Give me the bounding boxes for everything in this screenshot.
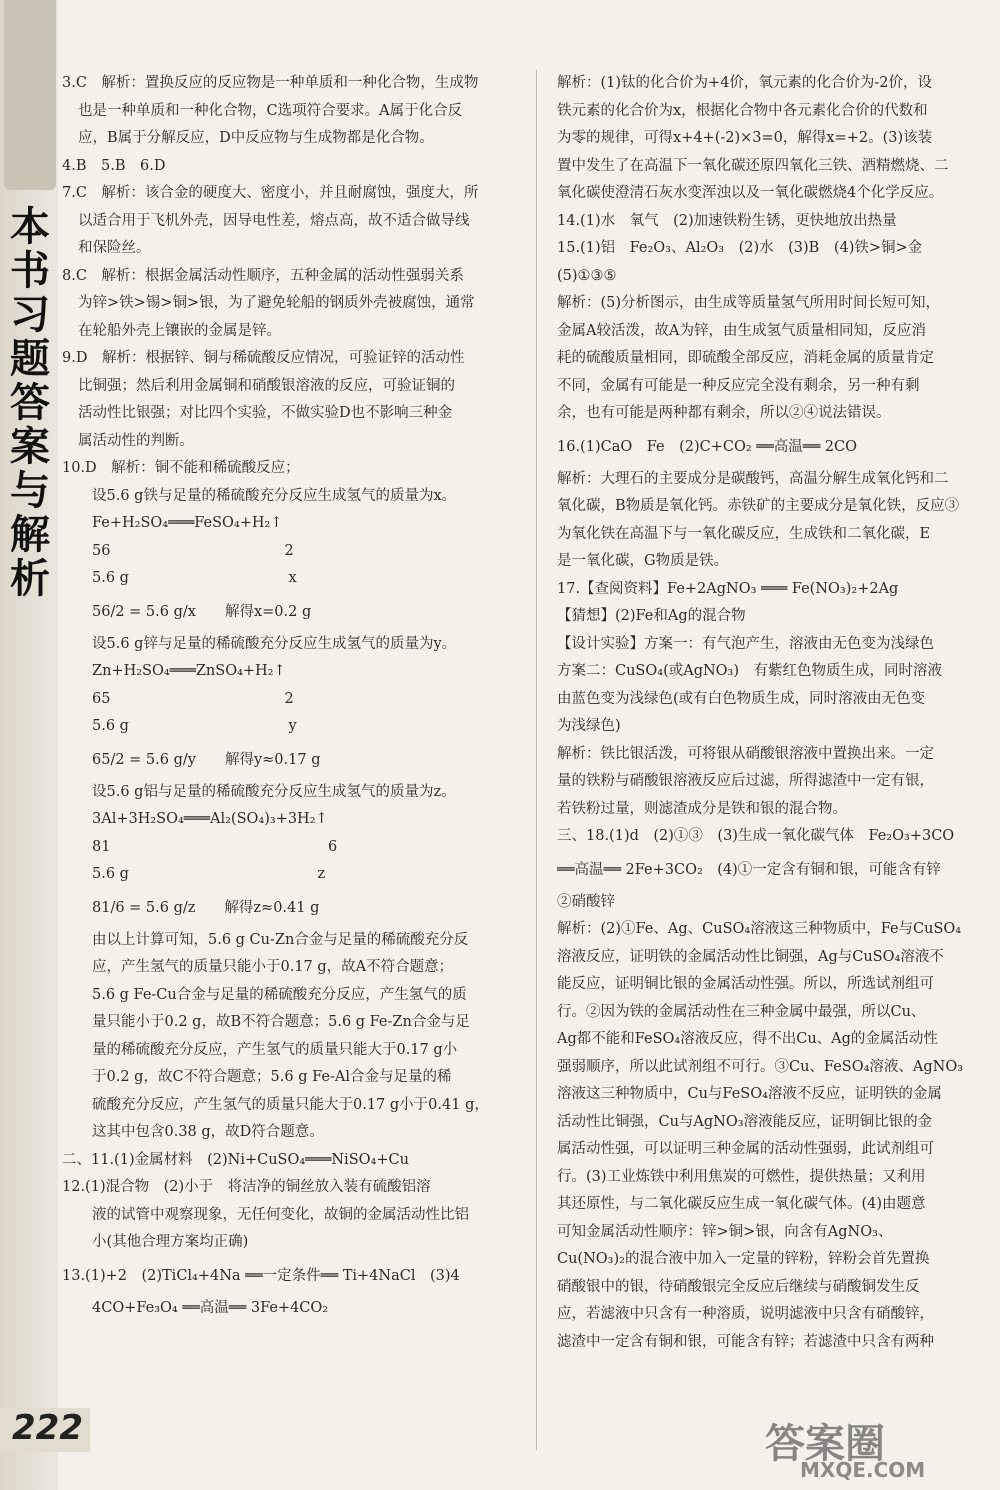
text-line: 若铁粉过量，则滤渣成分是铁和银的混合物。 bbox=[557, 800, 847, 817]
text-line: 方案二：CuSO₄(或AgNO₃) 有紫红色物质生成，同时溶液 bbox=[557, 663, 943, 679]
text-line: 量只能小于0.2 g，故B不符合题意；5.6 g Fe-Zn合金与足 bbox=[92, 1014, 470, 1030]
text-line: 12.(1)混合物 (2)小于 将洁净的铜丝放入装有硫酸铝溶 bbox=[62, 1179, 431, 1195]
text-line: 65 2 bbox=[92, 690, 294, 707]
text-line: Zn+H₂SO₄═══ZnSO₄+H₂↑ bbox=[92, 663, 286, 679]
text-line: 氧化碳，B物质是氧化钙。赤铁矿的主要成分是氧化铁，反应③ bbox=[557, 498, 960, 514]
text-line: 也是一种单质和一种化合物，C选项符合要求。A属于化合反 bbox=[78, 102, 463, 119]
text-line: 【猜想】(2)Fe和Ag的混合物 bbox=[557, 608, 746, 624]
text-line: 81 6 bbox=[92, 838, 338, 855]
text-line: 量的铁粉与硝酸银溶液反应后过滤，所得滤渣中一定有银， bbox=[557, 773, 934, 789]
text-line: 81/6 = 5.6 g/z 解得z≈0.41 g bbox=[92, 899, 320, 916]
text-line: 14.(1)水 氧气 (2)加速铁粉生锈，更快地放出热量 bbox=[557, 212, 897, 229]
text-line: 10.D 解析：铜不能和稀硫酸反应； bbox=[62, 460, 300, 476]
text-line: 56 2 bbox=[92, 542, 294, 559]
text-line: Fe+H₂SO₄═══FeSO₄+H₂↑ bbox=[92, 515, 283, 531]
text-line: 65/2 = 5.6 g/y 解得y≈0.17 g bbox=[92, 751, 321, 768]
text-line: 强弱顺序，所以此试剂组不可行。③Cu、FeSO₄溶液、AgNO₃ bbox=[557, 1058, 964, 1075]
text-line: 氧化碳使澄清石灰水变浑浊以及一氧化碳燃烧4个化学反应。 bbox=[557, 185, 944, 201]
text-line: 15.(1)铝 Fe₂O₃、Al₂O₃ (2)水 (3)B (4)铁>铜>金 bbox=[557, 240, 923, 256]
sidebar bbox=[0, 0, 58, 1490]
text-line: 56/2 = 5.6 g/x 解得x=0.2 g bbox=[92, 603, 312, 620]
text-line: 由蓝色变为浅绿色(或有白色物质生成，同时溶液由无色变 bbox=[557, 690, 926, 707]
text-line: 应，若滤液中只含有一种溶质，说明滤液中只含有硝酸锌， bbox=[557, 1306, 934, 1322]
text-line: 解析：(1)钛的化合价为+4价，氧元素的化合价为-2价，设 bbox=[557, 75, 933, 91]
text-line: 应，产生氢气的质量只能小于0.17 g，故A不符合题意； bbox=[92, 959, 454, 975]
text-line: 小(其他合理方案均正确) bbox=[92, 1234, 249, 1250]
text-line: 4.B 5.B 6.D bbox=[62, 157, 166, 174]
text-line: 解析：大理石的主要成分是碳酸钙，高温分解生成氧化钙和二 bbox=[557, 470, 949, 487]
text-line: 5.6 g y bbox=[92, 718, 297, 734]
text-line: 三、18.(1)d (2)①③ (3)生成一氧化碳气体 Fe₂O₃+3CO bbox=[557, 828, 955, 844]
text-line: 属活动性强，可以证明三种金属的活动性强弱，此试剂组可 bbox=[557, 1141, 934, 1157]
text-line: 3.C 解析：置换反应的反应物是一种单质和一种化合物，生成物 bbox=[62, 75, 479, 91]
text-line: 滤渣中一定含有铜和银，可能含有锌；若滤渣中只含有两种 bbox=[557, 1333, 934, 1350]
text-line: 5.6 g x bbox=[92, 570, 297, 586]
text-line: 解析：(5)分析图示，由生成等质量氢气所用时间长短可知， bbox=[557, 295, 941, 311]
text-line: Cu(NO₃)₂的混合液中加入一定量的锌粉，锌粉会首先置换 bbox=[557, 1251, 930, 1267]
text-line: 为氧化铁在高温下与一氧化碳反应，生成铁和二氧化碳，E bbox=[557, 525, 931, 542]
text-line: 13.(1)+2 (2)TiCl₄+4Na ══一定条件══ Ti+4NaCl (3)4 bbox=[62, 1267, 460, 1284]
text-line: 应，B属于分解反应，D中反应物与生成物都是化合物。 bbox=[78, 130, 434, 146]
text-line: 5.6 g z bbox=[92, 866, 326, 882]
text-line: 8.C 解析：根据金属活动性顺序，五种金属的活动性强弱关系 bbox=[62, 267, 464, 284]
book-title: 本书习题答案与解析 bbox=[10, 204, 50, 602]
text-line: 设5.6 g锌与足量的稀硫酸充分反应生成氢气的质量为y。 bbox=[92, 635, 457, 652]
text-line: 置中发生了在高温下一氧化碳还原四氧化三铁、酒精燃烧、二 bbox=[557, 157, 949, 174]
text-line: 溶液这三种物质中，Cu与FeSO₄溶液不反应，证明铁的金属 bbox=[557, 1086, 942, 1102]
text-line: 16.(1)CaO Fe (2)C+CO₂ ══高温══ 2CO bbox=[557, 438, 857, 455]
text-line: Ag都不能和FeSO₄溶液反应，得不出Cu、Ag的金属活动性 bbox=[557, 1031, 938, 1047]
sidebar-tab bbox=[4, 0, 56, 190]
text-line: 其还原性，与二氧化碳反应生成一氧化碳气体。(4)由题意 bbox=[557, 1196, 926, 1212]
text-line: 为零的规律，可得x+4+(-2)×3=0，解得x=+2。(3)该装 bbox=[557, 130, 933, 146]
text-line: 在轮船外壳上镶嵌的金属是锌。 bbox=[78, 322, 281, 339]
text-line: 由以上计算可知，5.6 g Cu-Zn合金与足量的稀硫酸充分反 bbox=[92, 931, 469, 948]
text-line: 为锌>铁>锡>铜>银，为了避免轮船的钢质外壳被腐蚀，通常 bbox=[78, 295, 475, 311]
text-line: 行。②因为铁的金属活动性在三种金属中最强，所以Cu、 bbox=[557, 1003, 926, 1020]
text-line: 17.【查阅资料】Fe+2AgNO₃ ═══ Fe(NO₃)₂+2Ag bbox=[557, 580, 899, 597]
right-column bbox=[557, 70, 977, 1356]
text-line: 解析：铁比银活泼，可将银从硝酸银溶液中置换出来。一定 bbox=[557, 745, 934, 762]
text-line: 9.D 解析：根据锌、铜与稀硫酸反应情况，可验证锌的活动性 bbox=[62, 350, 465, 366]
text-line: 液的试管中观察现象，无任何变化，故铜的金属活动性比铝 bbox=[92, 1206, 469, 1223]
text-line: ══高温══ 2Fe+3CO₂ (4)①一定含有铜和银，可能含有锌 bbox=[557, 861, 941, 878]
text-line: 二、11.(1)金属材料 (2)Ni+CuSO₄═══NiSO₄+Cu bbox=[62, 1151, 409, 1168]
text-line: 属活动性的判断。 bbox=[78, 432, 194, 449]
text-line: 设5.6 g铁与足量的稀硫酸充分反应生成氢气的质量为x。 bbox=[92, 487, 457, 504]
text-line: 这其中包含0.38 g，故D符合题意。 bbox=[92, 1124, 324, 1140]
text-line: 是一氧化碳，G物质是铁。 bbox=[557, 553, 729, 569]
text-line: 为浅绿色) bbox=[557, 718, 621, 734]
watermark-url: MXQE.COM bbox=[800, 1458, 926, 1482]
text-line: 耗的硫酸质量相同，即硫酸全部反应，消耗金属的质量肯定 bbox=[557, 350, 934, 366]
text-line: 溶液反应，证明铁的金属活动性比铜强，Ag与CuSO₄溶液不 bbox=[557, 948, 944, 965]
left-column bbox=[62, 70, 522, 1322]
text-line: 活动性比银强；对比四个实验，不做实验D也不影响三种金 bbox=[78, 405, 453, 421]
column-divider bbox=[536, 70, 537, 1450]
text-line: 以适合用于飞机外壳，因导电性差，熔点高，故不适合做导线 bbox=[78, 212, 470, 229]
text-line: 不同，金属有可能是一种反应完全没有剩余，另一种有剩 bbox=[557, 377, 920, 394]
text-line: 【设计实验】方案一：有气泡产生，溶液由无色变为浅绿色 bbox=[557, 635, 934, 652]
text-line: 可知金属活动性顺序：锌>铜>银，向含有AgNO₃、 bbox=[557, 1223, 893, 1240]
text-line: 活动性比铜强，Cu与AgNO₃溶液能反应，证明铜比银的金 bbox=[557, 1113, 933, 1130]
text-line: 设5.6 g铝与足量的稀硫酸充分反应生成氢气的质量为z。 bbox=[92, 783, 456, 800]
text-line: (5)①③⑤ bbox=[557, 267, 617, 284]
text-line: 行。(3)工业炼铁中利用焦炭的可燃性，提供热量；又利用 bbox=[557, 1168, 926, 1185]
text-line: 比铜强；然后利用金属铜和硝酸银溶液的反应，可验证铜的 bbox=[78, 377, 455, 394]
text-line: 硫酸充分反应，产生氢气的质量只能大于0.17 g小于0.41 g， bbox=[92, 1096, 489, 1113]
text-line: 铁元素的化合价为x，根据化合物中各元素化合价的代数和 bbox=[557, 102, 928, 119]
text-line: 量的稀硫酸充分反应，产生氢气的质量只能大于0.17 g小 bbox=[92, 1041, 458, 1058]
text-line: 硝酸银中的银，待硝酸银完全反应后继续与硝酸铜发生反 bbox=[557, 1278, 920, 1295]
text-line: 余，也有可能是两种都有剩余，所以②④说法错误。 bbox=[557, 405, 891, 421]
page-number-badge bbox=[0, 1408, 90, 1452]
text-line: 7.C 解析：该合金的硬度大、密度小，并且耐腐蚀，强度大，所 bbox=[62, 185, 479, 201]
text-line: 能反应，证明铜比银的金属活动性强。所以，所选试剂组可 bbox=[557, 976, 934, 992]
text-line: 5.6 g Fe-Cu合金与足量的稀硫酸充分反应，产生氢气的质 bbox=[92, 986, 467, 1003]
text-line: 3Al+3H₂SO₄═══Al₂(SO₄)₃+3H₂↑ bbox=[92, 811, 328, 827]
text-line: 和保险丝。 bbox=[78, 240, 151, 256]
text-line: 解析：(2)①Fe、Ag、CuSO₄溶液这三种物质中，Fe与CuSO₄ bbox=[557, 921, 962, 937]
text-line: ②硝酸锌 bbox=[557, 893, 615, 910]
text-line: 金属A较活泼，故A为锌，由生成氢气质量相同知，反应消 bbox=[557, 322, 926, 339]
watermark-logo: 答案圈 bbox=[765, 1421, 885, 1467]
text-line: 于0.2 g，故C不符合题意；5.6 g Fe-Al合金与足量的稀 bbox=[92, 1069, 452, 1085]
page-number: 222 bbox=[12, 1408, 83, 1448]
text-line: 4CO+Fe₃O₄ ══高温══ 3Fe+4CO₂ bbox=[92, 1299, 329, 1316]
